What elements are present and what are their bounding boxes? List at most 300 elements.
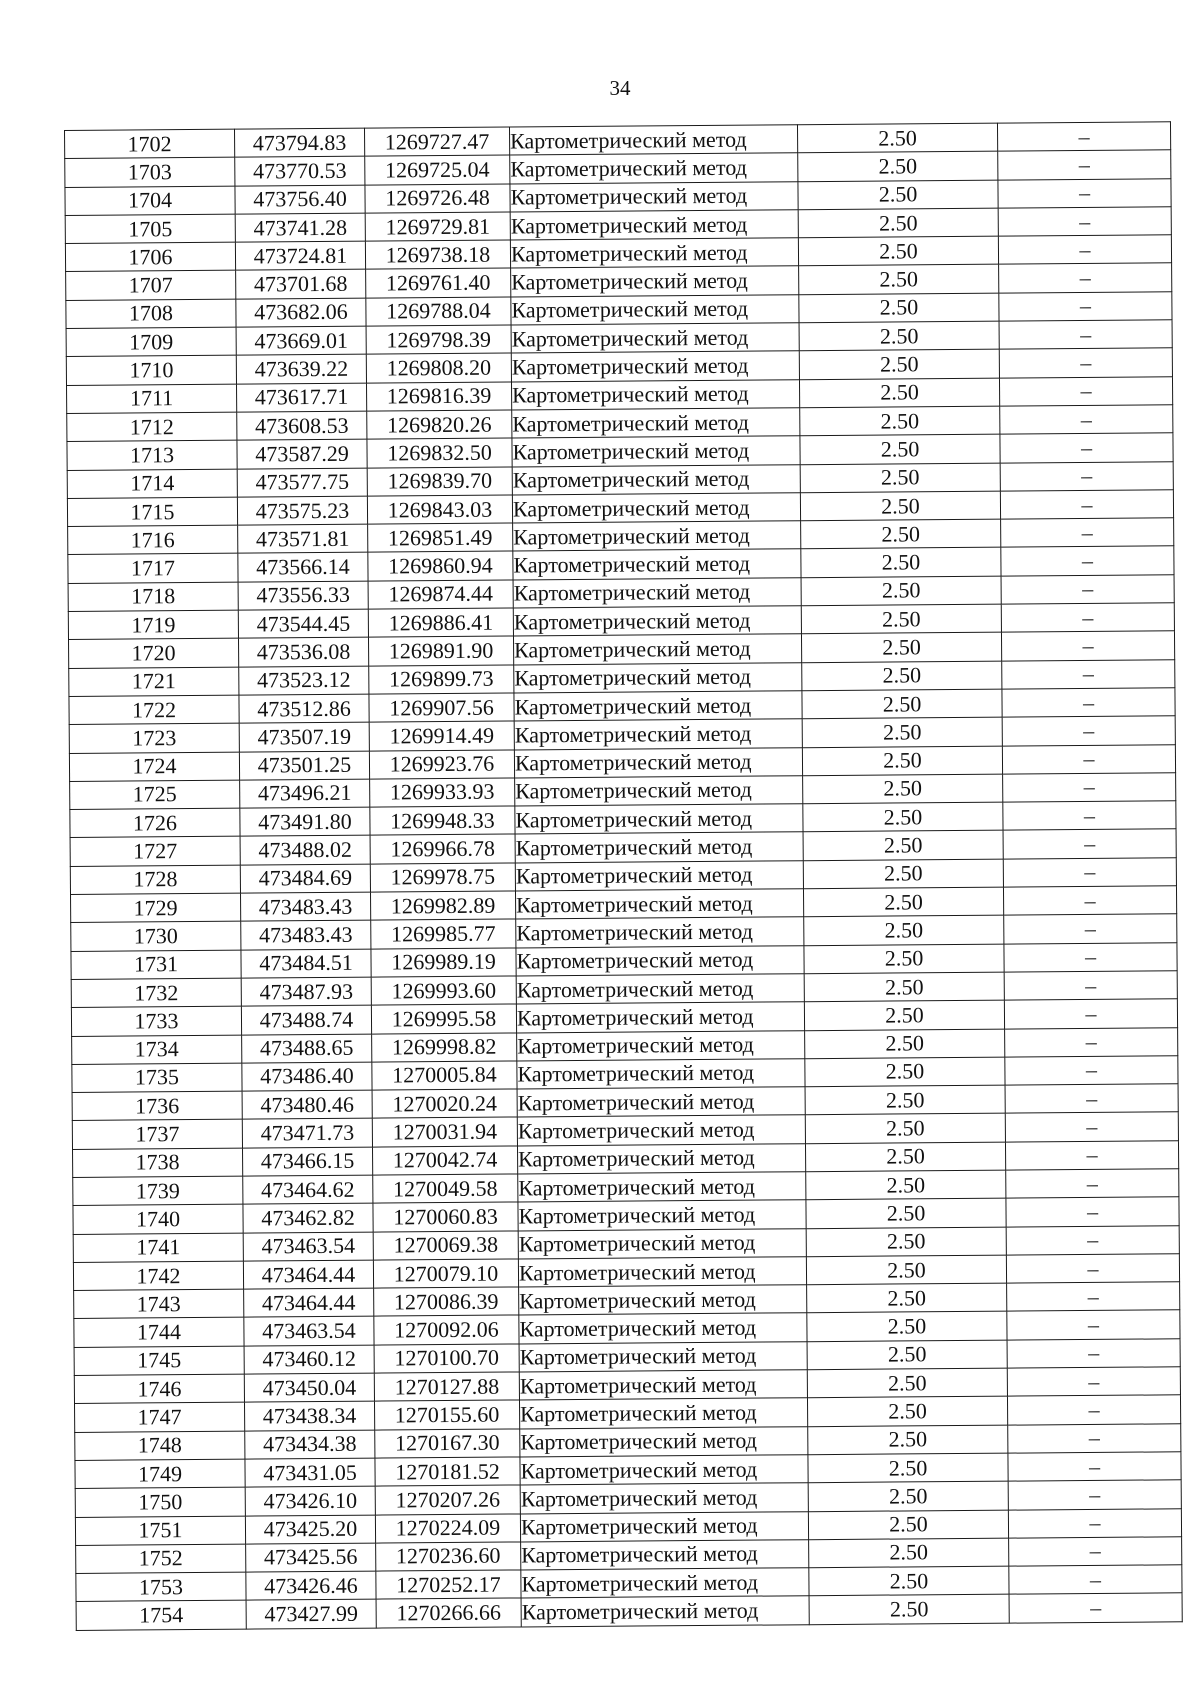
note-cell: –	[1002, 688, 1175, 718]
x-coordinate-cell: 473701.68	[236, 270, 366, 299]
note-cell: –	[1005, 1084, 1178, 1114]
method-cell: Картометрический метод	[515, 804, 803, 835]
method-cell: Картометрический метод	[519, 1398, 807, 1429]
x-coordinate-cell: 473523.12	[239, 666, 369, 695]
y-coordinate-cell: 1269798.39	[366, 325, 511, 354]
y-coordinate-cell: 1269993.60	[371, 976, 516, 1005]
method-cell: Картометрический метод	[513, 634, 801, 665]
x-coordinate-cell: 473434.38	[245, 1430, 375, 1459]
method-cell: Картометрический метод	[514, 747, 802, 778]
accuracy-cell: 2.50	[808, 1510, 1008, 1540]
x-coordinate-cell: 473425.56	[246, 1543, 376, 1572]
method-cell: Картометрический метод	[511, 323, 799, 354]
accuracy-cell: 2.50	[805, 1142, 1005, 1172]
note-cell: –	[1003, 858, 1176, 888]
method-cell: Картометрический метод	[518, 1228, 806, 1259]
method-cell: Картометрический метод	[517, 1115, 805, 1146]
accuracy-cell: 2.50	[799, 350, 999, 380]
x-coordinate-cell: 473794.83	[234, 128, 364, 157]
y-coordinate-cell: 1269891.90	[368, 636, 513, 665]
accuracy-cell: 2.50	[805, 1057, 1005, 1087]
point-number-cell: 1743	[74, 1289, 244, 1319]
x-coordinate-cell: 473682.06	[236, 298, 366, 327]
point-number-cell: 1717	[68, 554, 238, 584]
method-cell: Картометрический метод	[511, 266, 799, 297]
y-coordinate-cell: 1270224.09	[375, 1514, 520, 1543]
method-cell: Картометрический метод	[510, 153, 798, 184]
note-cell: –	[1007, 1367, 1180, 1397]
x-coordinate-cell: 473608.53	[237, 411, 367, 440]
method-cell: Картометрический метод	[511, 351, 799, 382]
accuracy-cell: 2.50	[801, 548, 1001, 578]
method-cell: Картометрический метод	[513, 577, 801, 608]
point-number-cell: 1709	[66, 327, 236, 357]
method-cell: Картометрический метод	[512, 408, 800, 439]
x-coordinate-cell: 473669.01	[236, 326, 366, 355]
accuracy-cell: 2.50	[800, 491, 1000, 521]
point-number-cell: 1733	[71, 1006, 241, 1036]
method-cell: Картометрический метод	[518, 1172, 806, 1203]
accuracy-cell: 2.50	[798, 208, 998, 238]
accuracy-cell: 2.50	[801, 632, 1001, 662]
accuracy-cell: 2.50	[807, 1340, 1007, 1370]
point-number-cell: 1723	[69, 723, 239, 753]
point-number-cell: 1732	[71, 978, 241, 1008]
accuracy-cell: 2.50	[804, 915, 1004, 945]
accuracy-cell: 2.50	[807, 1312, 1007, 1342]
method-cell: Картометрический метод	[509, 125, 797, 156]
y-coordinate-cell: 1269816.39	[366, 382, 511, 411]
y-coordinate-cell: 1269729.81	[365, 212, 510, 241]
point-number-cell: 1731	[71, 950, 241, 980]
point-number-cell: 1716	[68, 525, 238, 555]
x-coordinate-cell: 473484.69	[240, 864, 370, 893]
note-cell: –	[998, 235, 1171, 265]
point-number-cell: 1753	[76, 1572, 246, 1602]
accuracy-cell: 2.50	[800, 434, 1000, 464]
x-coordinate-cell: 473463.54	[244, 1317, 374, 1346]
point-number-cell: 1739	[73, 1176, 243, 1206]
accuracy-cell: 2.50	[805, 1114, 1005, 1144]
note-cell: –	[1003, 829, 1176, 859]
note-cell: –	[1009, 1593, 1182, 1623]
note-cell: –	[1005, 1027, 1178, 1057]
x-coordinate-cell: 473544.45	[238, 609, 368, 638]
y-coordinate-cell: 1269985.77	[371, 919, 516, 948]
x-coordinate-cell: 473575.23	[237, 496, 367, 525]
x-coordinate-cell: 473466.15	[242, 1147, 372, 1176]
x-coordinate-cell: 473450.04	[244, 1373, 374, 1402]
note-cell: –	[999, 263, 1172, 293]
x-coordinate-cell: 473488.74	[241, 1005, 371, 1034]
y-coordinate-cell: 1269998.82	[372, 1032, 517, 1061]
accuracy-cell: 2.50	[805, 1085, 1005, 1115]
y-coordinate-cell: 1270092.06	[374, 1315, 519, 1344]
accuracy-cell: 2.50	[807, 1283, 1007, 1313]
method-cell: Картометрический метод	[515, 776, 803, 807]
accuracy-cell: 2.50	[803, 802, 1003, 832]
accuracy-cell: 2.50	[809, 1595, 1009, 1625]
accuracy-cell: 2.50	[804, 972, 1004, 1002]
y-coordinate-cell: 1269995.58	[371, 1004, 516, 1033]
x-coordinate-cell: 473460.12	[244, 1345, 374, 1374]
accuracy-cell: 2.50	[806, 1255, 1006, 1285]
method-cell: Картометрический метод	[519, 1341, 807, 1372]
accuracy-cell: 2.50	[806, 1198, 1006, 1228]
note-cell: –	[1006, 1254, 1179, 1284]
x-coordinate-cell: 473496.21	[240, 779, 370, 808]
x-coordinate-cell: 473483.43	[240, 892, 370, 921]
method-cell: Картометрический метод	[516, 974, 804, 1005]
note-cell: –	[998, 178, 1171, 208]
x-coordinate-cell: 473463.54	[243, 1232, 373, 1261]
x-coordinate-cell: 473639.22	[236, 355, 366, 384]
point-number-cell: 1706	[65, 242, 235, 272]
method-cell: Картометрический метод	[515, 832, 803, 863]
method-cell: Картометрический метод	[514, 662, 802, 693]
y-coordinate-cell: 1269761.40	[366, 268, 511, 297]
note-cell: –	[1008, 1452, 1181, 1482]
y-coordinate-cell: 1269907.56	[369, 693, 514, 722]
point-number-cell: 1708	[66, 299, 236, 329]
note-cell: –	[1000, 490, 1173, 520]
note-cell: –	[999, 320, 1172, 350]
accuracy-cell: 2.50	[802, 661, 1002, 691]
method-cell: Картометрический метод	[517, 1087, 805, 1118]
note-cell: –	[1003, 886, 1176, 916]
x-coordinate-cell: 473471.73	[242, 1119, 372, 1148]
point-number-cell: 1714	[67, 469, 237, 499]
x-coordinate-cell: 473587.29	[237, 439, 367, 468]
note-cell: –	[1005, 1056, 1178, 1086]
note-cell: –	[999, 376, 1172, 406]
point-number-cell: 1737	[72, 1120, 242, 1150]
note-cell: –	[1001, 631, 1174, 661]
y-coordinate-cell: 1270252.17	[376, 1570, 521, 1599]
note-cell: –	[1004, 999, 1177, 1029]
accuracy-cell: 2.50	[808, 1481, 1008, 1511]
accuracy-cell: 2.50	[807, 1396, 1007, 1426]
method-cell: Картометрический метод	[521, 1596, 809, 1627]
accuracy-cell: 2.50	[800, 463, 1000, 493]
note-cell: –	[1001, 603, 1174, 633]
point-number-cell: 1751	[75, 1516, 245, 1546]
y-coordinate-cell: 1270100.70	[374, 1344, 519, 1373]
accuracy-cell: 2.50	[804, 1000, 1004, 1030]
y-coordinate-cell: 1269726.48	[365, 184, 510, 213]
point-number-cell: 1728	[70, 865, 240, 895]
method-cell: Картометрический метод	[513, 606, 801, 637]
x-coordinate-cell: 473426.46	[246, 1571, 376, 1600]
x-coordinate-cell: 473480.46	[242, 1090, 372, 1119]
x-coordinate-cell: 473427.99	[246, 1600, 376, 1629]
accuracy-cell: 2.50	[801, 519, 1001, 549]
x-coordinate-cell: 473464.44	[244, 1288, 374, 1317]
note-cell: –	[1003, 801, 1176, 831]
y-coordinate-cell: 1270236.60	[376, 1542, 521, 1571]
note-cell: –	[1008, 1508, 1181, 1538]
point-number-cell: 1710	[66, 356, 236, 386]
note-cell: –	[1008, 1423, 1181, 1453]
x-coordinate-cell: 473577.75	[237, 468, 367, 497]
accuracy-cell: 2.50	[802, 717, 1002, 747]
point-number-cell: 1730	[71, 921, 241, 951]
x-coordinate-cell: 473501.25	[239, 751, 369, 780]
point-number-cell: 1715	[67, 497, 237, 527]
method-cell: Картометрический метод	[519, 1285, 807, 1316]
y-coordinate-cell: 1269886.41	[368, 608, 513, 637]
method-cell: Картометрический метод	[510, 210, 798, 241]
accuracy-cell: 2.50	[807, 1368, 1007, 1398]
y-coordinate-cell: 1269989.19	[371, 948, 516, 977]
method-cell: Картометрический метод	[520, 1426, 808, 1457]
method-cell: Картометрический метод	[519, 1370, 807, 1401]
x-coordinate-cell: 473426.10	[245, 1486, 375, 1515]
x-coordinate-cell: 473491.80	[240, 807, 370, 836]
point-number-cell: 1752	[76, 1544, 246, 1574]
point-number-cell: 1736	[72, 1091, 242, 1121]
method-cell: Картометрический метод	[515, 860, 803, 891]
note-cell: –	[999, 348, 1172, 378]
note-cell: –	[998, 207, 1171, 237]
point-number-cell: 1711	[67, 384, 237, 414]
method-cell: Картометрический метод	[520, 1511, 808, 1542]
y-coordinate-cell: 1269725.04	[365, 155, 510, 184]
point-number-cell: 1713	[67, 440, 237, 470]
x-coordinate-cell: 473488.65	[242, 1034, 372, 1063]
point-number-cell: 1729	[71, 893, 241, 923]
x-coordinate-cell: 473425.20	[245, 1515, 375, 1544]
y-coordinate-cell: 1270069.38	[373, 1231, 518, 1260]
y-coordinate-cell: 1270020.24	[372, 1089, 517, 1118]
y-coordinate-cell: 1270060.83	[373, 1202, 518, 1231]
point-number-cell: 1744	[74, 1318, 244, 1348]
accuracy-cell: 2.50	[808, 1425, 1008, 1455]
x-coordinate-cell: 473462.82	[243, 1203, 373, 1232]
method-cell: Картометрический метод	[519, 1313, 807, 1344]
point-number-cell: 1742	[73, 1261, 243, 1291]
method-cell: Картометрический метод	[513, 549, 801, 580]
x-coordinate-cell: 473756.40	[235, 185, 365, 214]
y-coordinate-cell: 1269832.50	[367, 438, 512, 467]
point-number-cell: 1750	[75, 1487, 245, 1517]
y-coordinate-cell: 1270167.30	[375, 1429, 520, 1458]
point-number-cell: 1748	[75, 1431, 245, 1461]
point-number-cell: 1726	[70, 808, 240, 838]
point-number-cell: 1712	[67, 412, 237, 442]
method-cell: Картометрический метод	[520, 1455, 808, 1486]
table-body	[65, 122, 1183, 1630]
note-cell: –	[1004, 914, 1177, 944]
point-number-cell: 1725	[70, 780, 240, 810]
x-coordinate-cell: 473741.28	[235, 213, 365, 242]
accuracy-cell: 2.50	[800, 406, 1000, 436]
y-coordinate-cell: 1270155.60	[374, 1400, 519, 1429]
note-cell: –	[1007, 1282, 1180, 1312]
y-coordinate-cell: 1269860.94	[368, 551, 513, 580]
y-coordinate-cell: 1269933.93	[370, 778, 515, 807]
x-coordinate-cell: 473464.62	[243, 1175, 373, 1204]
point-number-cell: 1703	[65, 157, 235, 187]
method-cell: Картометрический метод	[517, 1030, 805, 1061]
y-coordinate-cell: 1269851.49	[368, 523, 513, 552]
accuracy-cell: 2.50	[799, 293, 999, 323]
x-coordinate-cell: 473556.33	[238, 581, 368, 610]
point-number-cell: 1727	[70, 837, 240, 867]
accuracy-cell: 2.50	[802, 689, 1002, 719]
point-number-cell: 1719	[68, 610, 238, 640]
x-coordinate-cell: 473770.53	[235, 156, 365, 185]
note-cell: –	[1002, 744, 1175, 774]
method-cell: Картометрический метод	[513, 521, 801, 552]
y-coordinate-cell: 1269966.78	[370, 834, 515, 863]
method-cell: Картометрический метод	[514, 691, 802, 722]
method-cell: Картометрический метод	[517, 1143, 805, 1174]
point-number-cell: 1738	[73, 1148, 243, 1178]
x-coordinate-cell: 473512.86	[239, 694, 369, 723]
note-cell: –	[1008, 1480, 1181, 1510]
x-coordinate-cell: 473487.93	[241, 977, 371, 1006]
point-number-cell: 1740	[73, 1204, 243, 1234]
method-cell: Картометрический метод	[512, 464, 800, 495]
note-cell: –	[1005, 1140, 1178, 1170]
x-coordinate-cell: 473617.71	[236, 383, 366, 412]
note-cell: –	[997, 122, 1170, 152]
note-cell: –	[1004, 971, 1177, 1001]
note-cell: –	[1000, 433, 1173, 463]
x-coordinate-cell: 473464.44	[243, 1260, 373, 1289]
x-coordinate-cell: 473438.34	[244, 1401, 374, 1430]
note-cell: –	[1006, 1197, 1179, 1227]
y-coordinate-cell: 1269843.03	[367, 495, 512, 524]
y-coordinate-cell: 1269738.18	[365, 240, 510, 269]
accuracy-cell: 2.50	[806, 1170, 1006, 1200]
method-cell: Картометрический метод	[517, 1059, 805, 1090]
note-cell: –	[1009, 1537, 1182, 1567]
note-cell: –	[1001, 575, 1174, 605]
accuracy-cell: 2.50	[804, 944, 1004, 974]
y-coordinate-cell: 1270049.58	[373, 1174, 518, 1203]
y-coordinate-cell: 1269899.73	[369, 665, 514, 694]
y-coordinate-cell: 1269874.44	[368, 580, 513, 609]
accuracy-cell: 2.50	[803, 859, 1003, 889]
note-cell: –	[1001, 518, 1174, 548]
note-cell: –	[1007, 1339, 1180, 1369]
accuracy-cell: 2.50	[802, 746, 1002, 776]
y-coordinate-cell: 1270127.88	[374, 1372, 519, 1401]
accuracy-cell: 2.50	[809, 1566, 1009, 1596]
note-cell: –	[1007, 1395, 1180, 1425]
note-cell: –	[1000, 405, 1173, 435]
method-cell: Картометрический метод	[512, 493, 800, 524]
accuracy-cell: 2.50	[801, 604, 1001, 634]
point-number-cell: 1745	[74, 1346, 244, 1376]
y-coordinate-cell: 1270079.10	[373, 1259, 518, 1288]
note-cell: –	[1006, 1169, 1179, 1199]
point-number-cell: 1720	[69, 638, 239, 668]
x-coordinate-cell: 473724.81	[235, 241, 365, 270]
accuracy-cell: 2.50	[806, 1227, 1006, 1257]
y-coordinate-cell: 1269923.76	[369, 750, 514, 779]
x-coordinate-cell: 473536.08	[238, 637, 368, 666]
method-cell: Картометрический метод	[511, 295, 799, 326]
point-number-cell: 1722	[69, 695, 239, 725]
method-cell: Картометрический метод	[516, 917, 804, 948]
point-number-cell: 1735	[72, 1063, 242, 1093]
note-cell: –	[1002, 659, 1175, 689]
note-cell: –	[999, 292, 1172, 322]
note-cell: –	[1001, 546, 1174, 576]
y-coordinate-cell: 1269839.70	[367, 467, 512, 496]
method-cell: Картометрический метод	[518, 1200, 806, 1231]
note-cell: –	[1005, 1112, 1178, 1142]
point-number-cell: 1734	[72, 1035, 242, 1065]
x-coordinate-cell: 473484.51	[241, 949, 371, 978]
method-cell: Картометрический метод	[518, 1257, 806, 1288]
note-cell: –	[1002, 716, 1175, 746]
y-coordinate-cell: 1270031.94	[372, 1117, 517, 1146]
accuracy-cell: 2.50	[799, 321, 999, 351]
y-coordinate-cell: 1269820.26	[367, 410, 512, 439]
accuracy-cell: 2.50	[809, 1538, 1009, 1568]
point-number-cell: 1702	[65, 129, 235, 159]
method-cell: Картометрический метод	[510, 181, 798, 212]
x-coordinate-cell: 473507.19	[239, 722, 369, 751]
accuracy-cell: 2.50	[798, 151, 998, 181]
y-coordinate-cell: 1269727.47	[364, 127, 509, 156]
x-coordinate-cell: 473483.43	[241, 920, 371, 949]
accuracy-cell: 2.50	[798, 236, 998, 266]
y-coordinate-cell: 1270181.52	[375, 1457, 520, 1486]
x-coordinate-cell: 473571.81	[238, 524, 368, 553]
method-cell: Картометрический метод	[511, 379, 799, 410]
accuracy-cell: 2.50	[799, 265, 999, 295]
point-number-cell: 1718	[68, 582, 238, 612]
method-cell: Картометрический метод	[521, 1540, 809, 1571]
point-number-cell: 1741	[73, 1233, 243, 1263]
point-number-cell: 1746	[74, 1374, 244, 1404]
y-coordinate-cell: 1269788.04	[366, 297, 511, 326]
page-number: 34	[609, 76, 631, 100]
y-coordinate-cell: 1270086.39	[374, 1287, 519, 1316]
note-cell: –	[1003, 773, 1176, 803]
point-number-cell: 1754	[76, 1601, 246, 1631]
point-number-cell: 1705	[65, 214, 235, 244]
note-cell: –	[1006, 1225, 1179, 1255]
method-cell: Картометрический метод	[515, 889, 803, 920]
method-cell: Картометрический метод	[510, 238, 798, 269]
x-coordinate-cell: 473486.40	[242, 1062, 372, 1091]
x-coordinate-cell: 473566.14	[238, 553, 368, 582]
method-cell: Картометрический метод	[512, 436, 800, 467]
coordinates-table	[64, 121, 1183, 1630]
method-cell: Картометрический метод	[521, 1568, 809, 1599]
y-coordinate-cell: 1269978.75	[370, 863, 515, 892]
point-number-cell: 1724	[69, 752, 239, 782]
accuracy-cell: 2.50	[801, 576, 1001, 606]
y-coordinate-cell: 1270266.66	[376, 1598, 521, 1627]
point-number-cell: 1721	[69, 667, 239, 697]
y-coordinate-cell: 1270005.84	[372, 1061, 517, 1090]
method-cell: Картометрический метод	[514, 719, 802, 750]
accuracy-cell: 2.50	[803, 831, 1003, 861]
y-coordinate-cell: 1270207.26	[375, 1485, 520, 1514]
y-coordinate-cell: 1269982.89	[370, 891, 515, 920]
point-number-cell: 1747	[75, 1402, 245, 1432]
note-cell: –	[1004, 942, 1177, 972]
y-coordinate-cell: 1270042.74	[372, 1146, 517, 1175]
method-cell: Картометрический метод	[516, 1002, 804, 1033]
